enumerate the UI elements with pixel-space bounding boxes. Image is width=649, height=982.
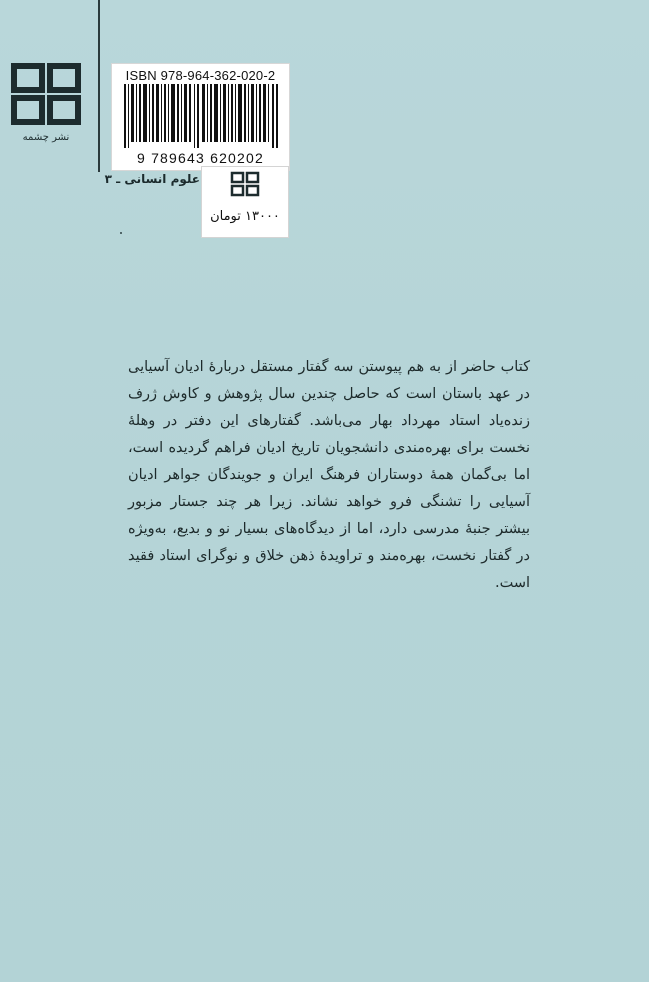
print-speck: [120, 232, 122, 234]
publisher-name: نشر چشمه: [22, 132, 70, 143]
book-description: [128, 354, 530, 597]
price-value: ۱۳۰۰۰ تومان: [210, 209, 280, 224]
book-description-text: کتاب حاضر از به هم پیوستن سه گفتار مستقل دربارهٔ ادیان آسیایی در عهد باستان است که حاصل چندین سال پژوهش و کاوش ژرف زنده‌یاد استاد مهرداد بهار می‌باشد. گفتارهای این دفتر در وهلهٔ نخست برای بهره‌مندی دانشجویان تاریخ ادیان فراهم گردیده است، اما بی‌گمان همهٔ دوستاران فرهنگ ایران و جویندگان جواهر ادیان آسیایی را تشنگی فرو خواهد نشاند. زیرا هر چند جستار مزبور بیشتر جنبهٔ مدرسی دارد، اما از دیدگاه‌های بسیار نو و بدیع، به‌ویژه در گفتار نخست، بهره‌مند و تراویدهٔ ذهن خلاق و نوگرای استاد فقید است.: [128, 359, 530, 591]
spine-divider-line: [98, 0, 100, 172]
series-label: علوم انسانی ـ ۳: [104, 172, 200, 186]
isbn-number: ISBN 978-964-362-020-2: [125, 68, 276, 83]
price-label: [201, 166, 289, 238]
barcode-digits: 9 789643 620202: [137, 150, 264, 166]
cheshmeh-publisher-logo-icon: [230, 171, 260, 197]
barcode-icon: [124, 84, 280, 148]
isbn-barcode-label: [111, 63, 290, 171]
cheshmeh-publisher-logo-icon: [10, 62, 82, 126]
